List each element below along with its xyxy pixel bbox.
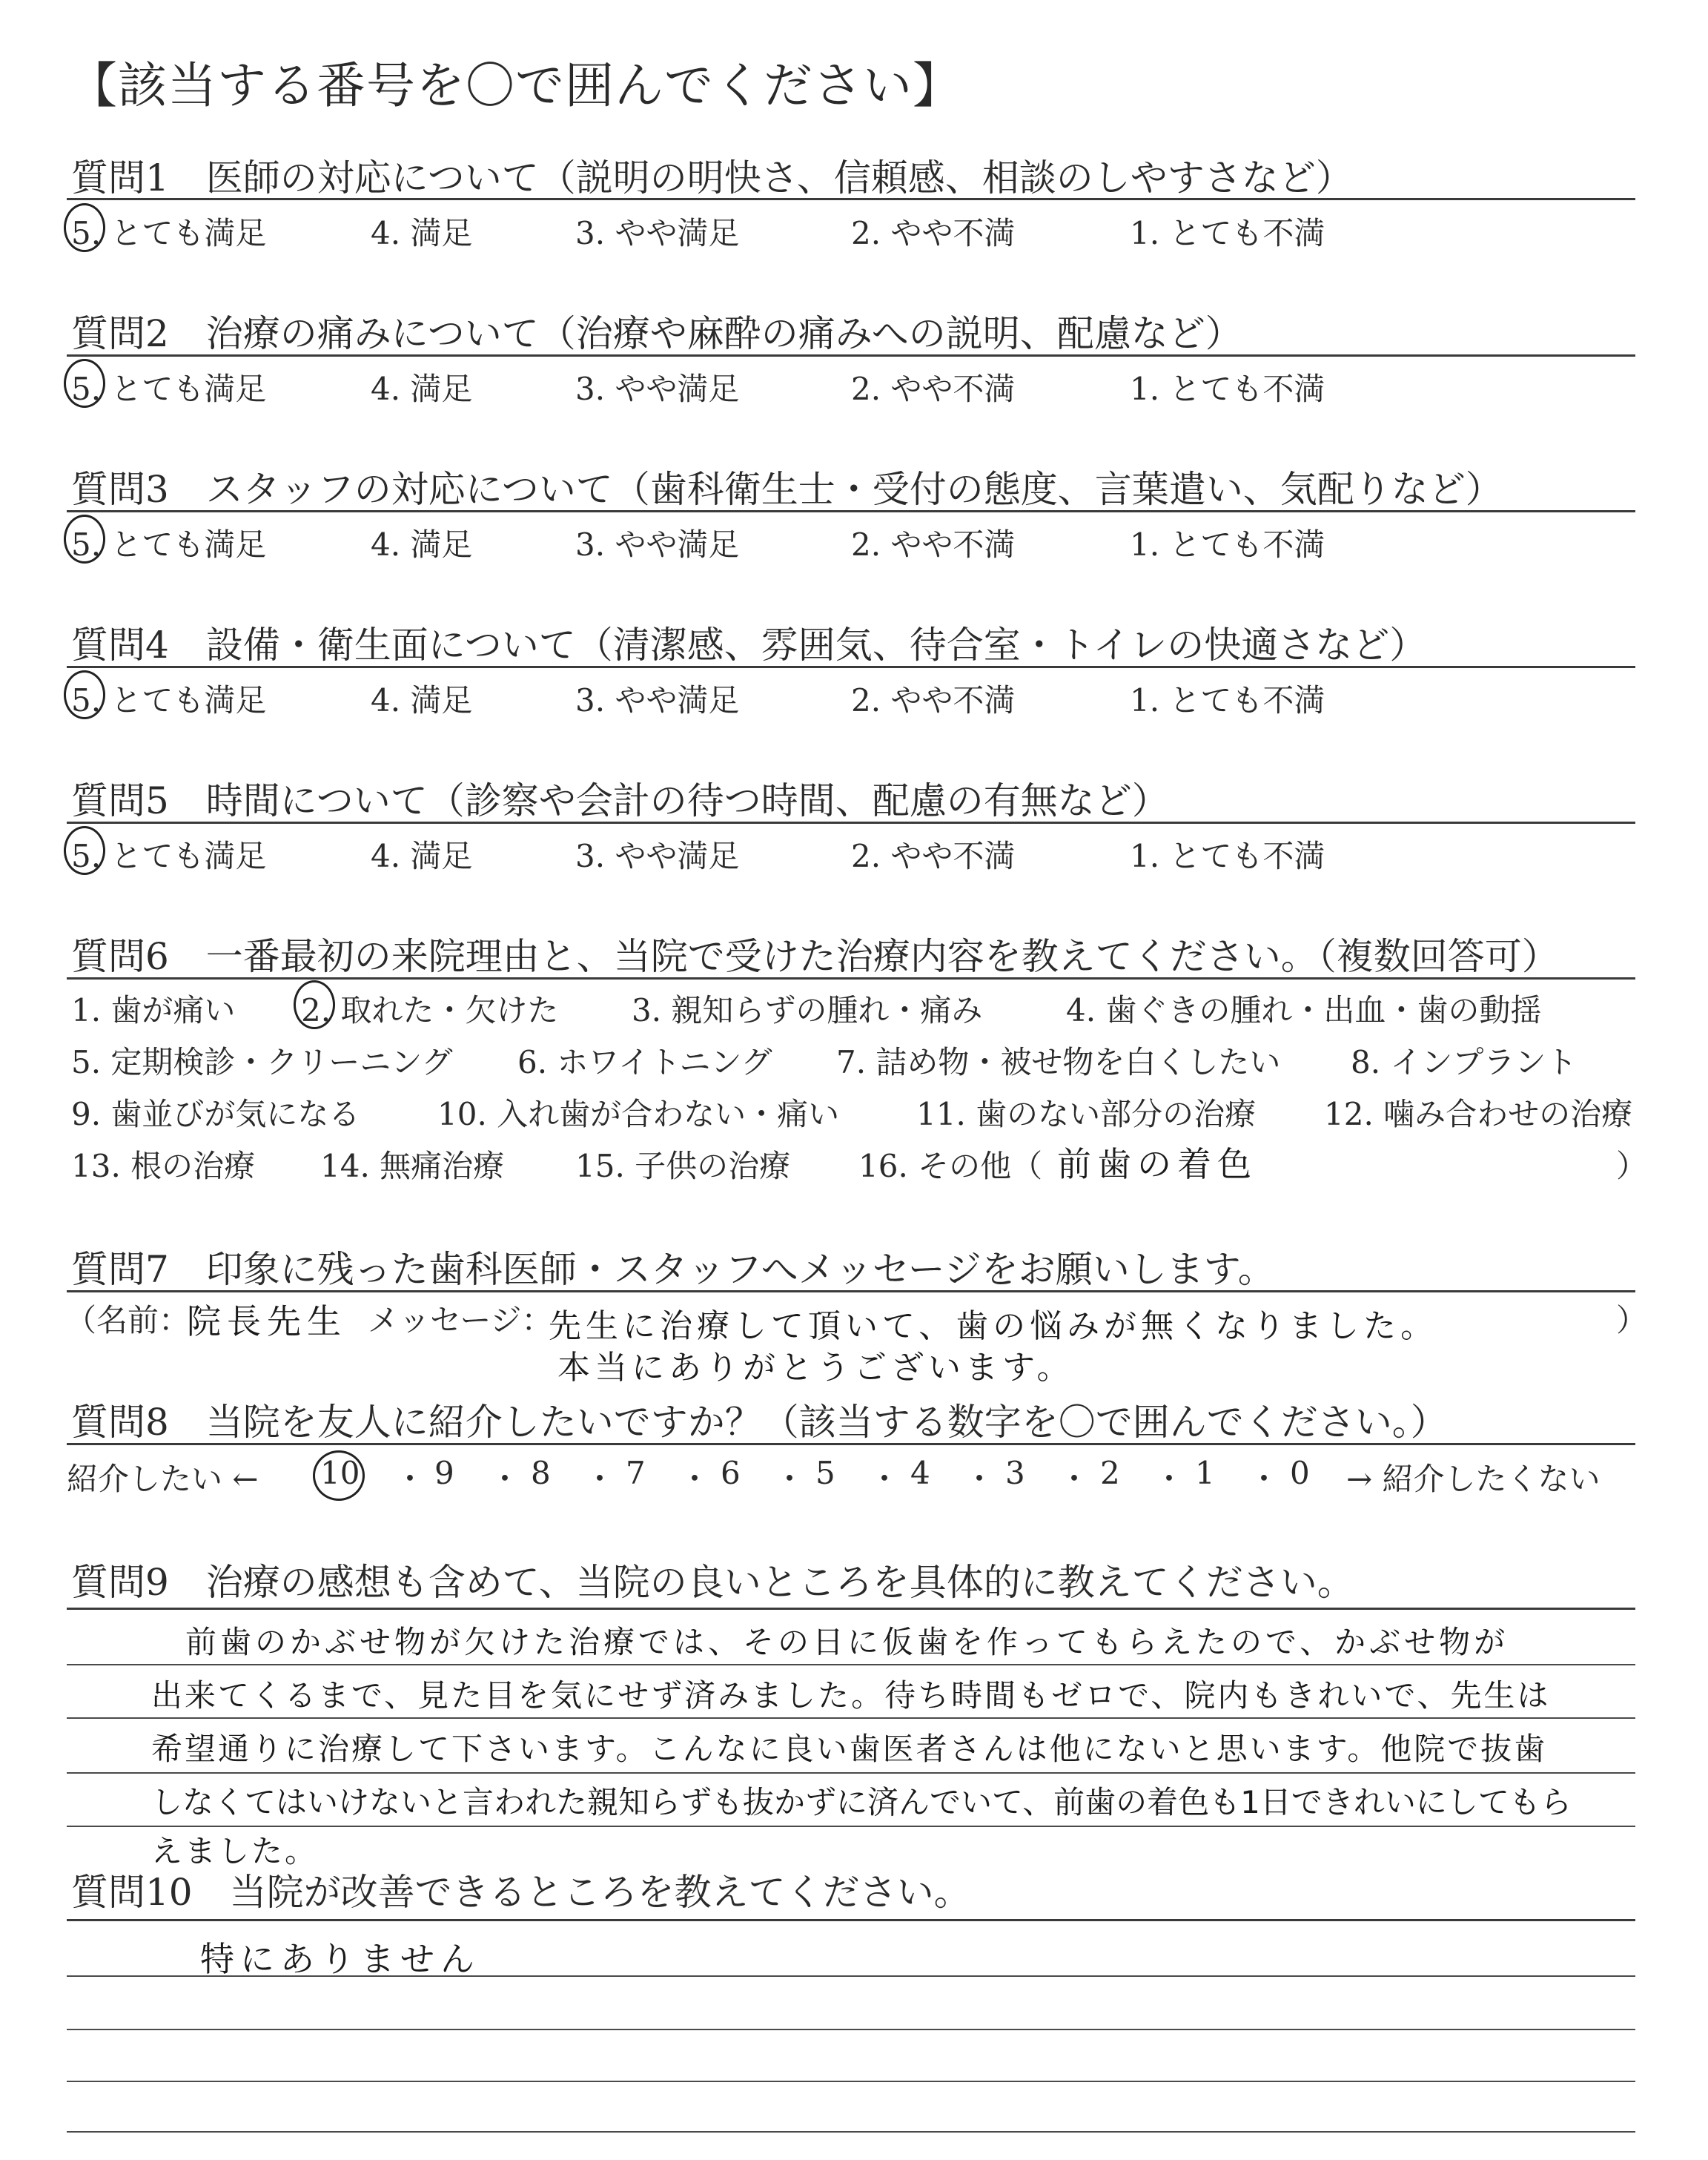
q1-option-4[interactable]: 4. 満足 [371, 215, 473, 251]
q2-option-3[interactable]: 3. やや満足 [575, 371, 740, 407]
q9-rule-3 [67, 1772, 1635, 1774]
q6-option-11[interactable]: 11. 歯のない部分の治療 [916, 1096, 1257, 1132]
q2-option-4[interactable]: 4. 満足 [371, 371, 473, 407]
q6-option-8[interactable]: 8. インプラント [1351, 1044, 1578, 1080]
q3-option-5[interactable]: 5. とても満足 [71, 526, 267, 563]
q9-answer-line: しなくてはいけないと言われた親知らずも抜かずに済んでいて、前歯の着色も1日できれいにしてもら [151, 1784, 1572, 1820]
q9-rule-1 [67, 1664, 1635, 1665]
q8-scale-sep: ・ [964, 1461, 996, 1497]
q10-rule-2 [67, 2029, 1635, 2030]
q5-rule [67, 822, 1635, 824]
q5-option-4[interactable]: 4. 満足 [371, 838, 473, 874]
q3-rule [67, 510, 1635, 512]
q4-option-1[interactable]: 1. とても不満 [1130, 682, 1325, 719]
q6-rule [67, 977, 1635, 980]
q5-option-2[interactable]: 2. やや不満 [851, 838, 1016, 874]
q3-option-1[interactable]: 1. とても不満 [1130, 526, 1325, 563]
q4-option-5[interactable]: 5. とても満足 [71, 682, 267, 719]
q4-option-4[interactable]: 4. 満足 [371, 682, 473, 719]
q2-option-1[interactable]: 1. とても不満 [1130, 371, 1325, 407]
q6-option-1[interactable]: 1. 歯が痛い [71, 992, 236, 1028]
q3-option-2[interactable]: 2. やや不満 [851, 526, 1016, 563]
q9-answer-line: 前歯のかぶせ物が欠けた治療では、その日に仮歯を作ってもらえたので、かぶせ物が [185, 1624, 1509, 1660]
q5-title: 質問5 時間について（診察や会計の待つ時間、配慮の有無など） [71, 779, 1169, 822]
q5-option-5[interactable]: 5. とても満足 [71, 838, 267, 874]
q4-option-3[interactable]: 3. やや満足 [575, 682, 740, 719]
q7-close: ） [1616, 1302, 1648, 1338]
q8-scale-sep: ・ [774, 1461, 806, 1497]
q8-scale-sep: ・ [394, 1461, 426, 1497]
q8-scale-9[interactable]: 9 [434, 1455, 454, 1491]
q7-message-line2: 本当にありがとうございます。 [557, 1349, 1074, 1387]
form-header: 【該当する番号を〇で囲んでください】 [68, 57, 962, 114]
q9-rule-0 [67, 1608, 1635, 1610]
q8-scale-3[interactable]: 3 [1005, 1455, 1025, 1491]
q1-option-1[interactable]: 1. とても不満 [1130, 215, 1325, 251]
q6-option-3[interactable]: 3. 親知らずの腫れ・痛み [632, 992, 983, 1028]
q8-title: 質問8 当院を友人に紹介したいですか？（該当する数字を〇で囲んでください。） [71, 1401, 1448, 1444]
q9-answer-line: 希望通りに治療して下さいます。こんなに良い歯医者さんは他にないと思います。他院で抜歯 [151, 1731, 1548, 1767]
q8-scale-2[interactable]: 2 [1100, 1455, 1120, 1491]
q6-option-4[interactable]: 4. 歯ぐきの腫れ・出血・歯の動揺 [1066, 992, 1542, 1028]
q9-title: 質問9 治療の感想も含めて、当院の良いところを具体的に教えてください。 [71, 1561, 1354, 1604]
q6-option-12[interactable]: 12. 噛み合わせの治療 [1324, 1096, 1633, 1132]
q6-option-5[interactable]: 5. 定期検診・クリーニング [71, 1044, 453, 1080]
q8-scale-10[interactable]: 10 [320, 1455, 360, 1491]
q8-scale-8[interactable]: 8 [531, 1455, 551, 1491]
q1-option-2[interactable]: 2. やや不満 [851, 215, 1016, 251]
q6-option-16[interactable]: 16. その他（ [858, 1148, 1043, 1184]
q8-scale-7[interactable]: 7 [626, 1455, 646, 1491]
q2-title: 質問2 治療の痛みについて（治療や麻酔の痛みへの説明、配慮など） [71, 312, 1242, 355]
q8-scale-sep: ・ [679, 1461, 711, 1497]
q4-rule [67, 666, 1635, 668]
q7-message-line1: 先生に治療して頂いて、歯の悩みが無くなりました。 [549, 1307, 1438, 1345]
q8-scale-sep: ・ [1153, 1461, 1185, 1497]
q3-option-3[interactable]: 3. やや満足 [575, 526, 740, 563]
q5-option-1[interactable]: 1. とても不満 [1130, 838, 1325, 874]
q6-option-6[interactable]: 6. ホワイトニング [517, 1044, 772, 1080]
q8-scale-sep: ・ [489, 1461, 521, 1497]
q8-scale-sep: ・ [584, 1461, 616, 1497]
q10-rule-3 [67, 2081, 1635, 2082]
q6-option-2[interactable]: 2. 取れた・欠けた [301, 992, 559, 1028]
q8-scale-6[interactable]: 6 [721, 1455, 741, 1491]
q10-title: 質問10 当院が改善できるところを教えてください。 [71, 1871, 971, 1914]
q8-scale-sep: ・ [869, 1461, 901, 1497]
q5-option-3[interactable]: 3. やや満足 [575, 838, 740, 874]
q1-title: 質問1 医師の対応について（説明の明快さ、信頼感、相談のしやすさなど） [71, 156, 1353, 199]
q7-rule [67, 1290, 1635, 1292]
q8-scale-4[interactable]: 4 [910, 1455, 930, 1491]
q8-rule [67, 1443, 1635, 1445]
q8-scale-1[interactable]: 1 [1195, 1455, 1215, 1491]
q1-rule [67, 198, 1635, 200]
q6-option-10[interactable]: 10. 入れ歯が合わない・痛い [437, 1096, 840, 1132]
q8-scale-0[interactable]: 0 [1290, 1455, 1310, 1491]
q4-title: 質問4 設備・衛生面について（清潔感、雰囲気、待合室・トイレの快適さなど） [71, 624, 1427, 667]
q7-name-label: （名前： [65, 1302, 191, 1338]
q3-title: 質問3 スタッフの対応について（歯科衛生士・受付の態度、言葉遣い、気配りなど） [71, 468, 1503, 511]
q6-option-15[interactable]: 15. 子供の治療 [575, 1148, 791, 1184]
q1-option-3[interactable]: 3. やや満足 [575, 215, 740, 251]
q6-option-14[interactable]: 14. 無痛治療 [320, 1148, 505, 1184]
q8-scale-sep: ・ [1059, 1461, 1090, 1497]
q10-answer: 特にありません [200, 1939, 480, 1979]
q4-option-2[interactable]: 2. やや不満 [851, 682, 1016, 719]
q8-scale-5[interactable]: 5 [815, 1455, 835, 1491]
q8-right-label: → 紹介したくない [1346, 1461, 1601, 1497]
q6-other-handwritten: 前歯の着色 [1057, 1144, 1257, 1184]
q8-scale-sep: ・ [1248, 1461, 1280, 1497]
q3-option-4[interactable]: 4. 満足 [371, 526, 473, 563]
q2-option-5[interactable]: 5. とても満足 [71, 371, 267, 407]
q2-option-2[interactable]: 2. やや不満 [851, 371, 1016, 407]
q10-rule-0 [67, 1919, 1635, 1921]
q9-rule-2 [67, 1717, 1635, 1719]
q10-rule-4 [67, 2131, 1635, 2133]
q2-rule [67, 354, 1635, 357]
q9-answer-line: 出来てくるまで、見た目を気にせず済みました。待ち時間もゼロで、院内もきれいで、先生は [151, 1677, 1551, 1714]
q6-title: 質問6 一番最初の来院理由と、当院で受けた治療内容を教えてください。（複数回答可） [71, 935, 1559, 978]
q8-left-label: 紹介したい ← [67, 1461, 259, 1497]
q1-option-5[interactable]: 5. とても満足 [71, 215, 267, 251]
q7-title: 質問7 印象に残った歯科医師・スタッフへメッセージをお願いします。 [71, 1248, 1275, 1291]
q10-rule-1 [67, 1975, 1635, 1977]
q9-answer-line: えました。 [151, 1833, 319, 1869]
q7-message-label: メッセージ： [368, 1302, 553, 1338]
q6-option-9[interactable]: 9. 歯並びが気になる [71, 1096, 360, 1132]
q6-other-close: ） [1616, 1148, 1648, 1184]
q6-option-7[interactable]: 7. 詰め物・被せ物を白くしたい [836, 1044, 1281, 1080]
q6-option-13[interactable]: 13. 根の治療 [71, 1148, 256, 1184]
q7-name-handwritten: 院長先生 [187, 1301, 347, 1341]
